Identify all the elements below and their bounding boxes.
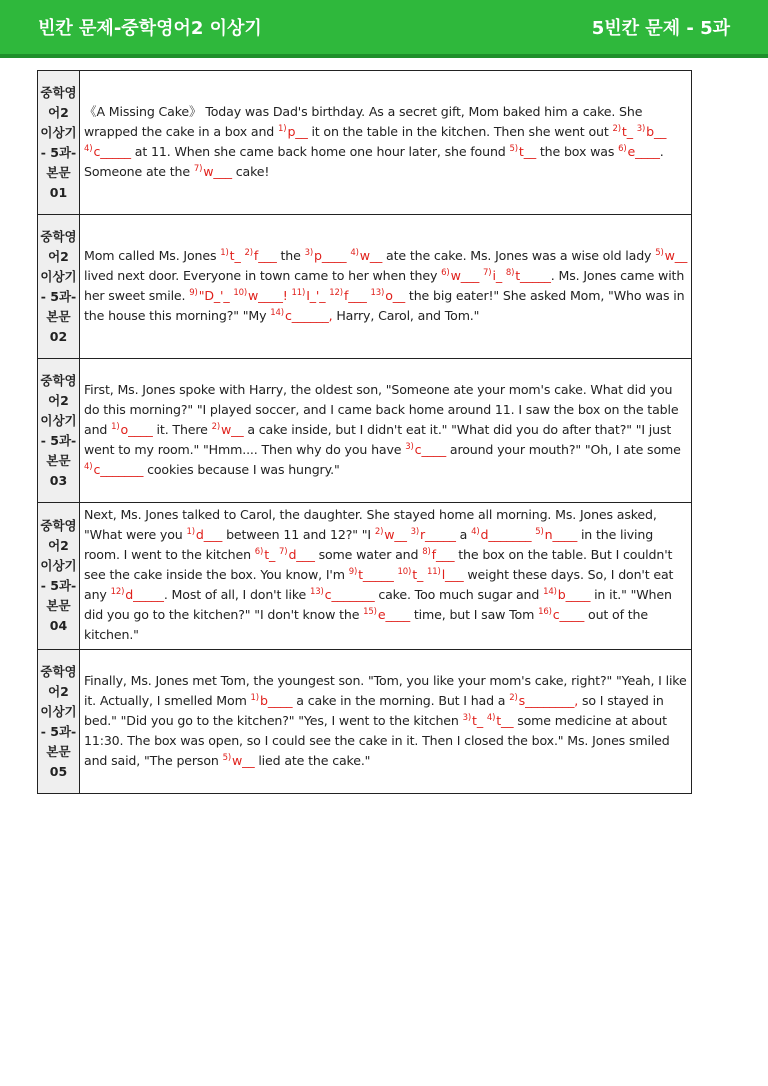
passage-row: [38, 503, 692, 650]
blank-number: 4): [350, 247, 359, 258]
blank-number: 11): [291, 287, 306, 298]
blank-hint: "D_'_: [198, 287, 230, 303]
blank-number: 7): [483, 267, 492, 278]
fill-in-blank[interactable]: [212, 422, 244, 437]
fill-in-blank[interactable]: [509, 693, 578, 708]
fill-in-blank[interactable]: [223, 753, 255, 768]
blank-number: 2): [211, 421, 221, 432]
passage-text: [80, 359, 692, 503]
blank-number: 4): [84, 461, 93, 472]
fill-in-blank[interactable]: [292, 288, 326, 303]
blank-hint: i_: [492, 267, 502, 283]
blank-hint: s________,: [518, 692, 579, 708]
blank-number: 1): [250, 692, 259, 703]
blank-number: 5): [509, 143, 518, 154]
passage-row: [38, 359, 692, 503]
blank-hint: t_: [472, 712, 483, 728]
passage-label: [38, 359, 80, 503]
blank-hint: p__: [287, 123, 308, 139]
passage-label-text: 중학영어2 이상기 - 5과-본문 01: [40, 84, 77, 200]
blank-hint: c_______: [93, 461, 144, 477]
blank-number: 8): [422, 547, 431, 557]
blank-number: 14): [270, 307, 284, 318]
passage-text-segment: in the living room. I went to the kitchen: [84, 527, 654, 562]
fill-in-blank[interactable]: [255, 547, 275, 562]
fill-in-blank[interactable]: [655, 248, 687, 263]
blank-number: 10): [233, 287, 248, 298]
fill-in-blank[interactable]: [405, 442, 446, 457]
passage-text-segment: out of the kitchen.": [84, 607, 648, 642]
blank-number: 7): [193, 163, 203, 174]
blank-number: 13): [370, 287, 385, 298]
fill-in-blank[interactable]: [244, 248, 276, 263]
blank-number: 2): [509, 692, 518, 703]
blank-hint: c_______: [324, 587, 375, 602]
passage-text-segment: the box was: [536, 143, 619, 159]
lesson-title: 5빈칸 문제 - 5과: [591, 18, 730, 39]
passage-label: [38, 215, 80, 359]
blank-hint: c______,: [284, 307, 333, 323]
fill-in-blank[interactable]: [411, 527, 456, 542]
blank-hint: f___: [343, 287, 367, 303]
exercise-table: [37, 70, 692, 794]
blank-hint: w__: [232, 752, 255, 768]
passage-text-segment: cookies because I was hungry.": [143, 461, 340, 477]
passage-label: [38, 503, 80, 650]
passage-text-segment: [367, 288, 371, 303]
passage-text-segment: ate the cake. Ms. Jones was a wise old lady: [382, 247, 656, 263]
blank-hint: t_____: [515, 267, 551, 283]
fill-in-blank[interactable]: [84, 144, 131, 159]
fill-in-blank[interactable]: [111, 422, 153, 437]
passage-text-segment: around your mouth?" "Oh, I ate some: [446, 441, 681, 457]
blank-number: 3): [410, 527, 420, 537]
blank-hint: w___: [450, 267, 480, 283]
blank-number: 1): [111, 421, 120, 432]
fill-in-blank[interactable]: [329, 288, 366, 303]
fill-in-blank[interactable]: [233, 288, 287, 303]
fill-in-blank[interactable]: [186, 527, 222, 542]
passage-row: [38, 71, 692, 215]
passage-text-segment: a cake inside, but I didn't eat it." "What did you do after that?" "I just went to my room." "Hmm.... Then why do you have: [84, 421, 672, 457]
blank-number: 5): [222, 752, 232, 763]
blank-number: 13): [309, 587, 324, 597]
fill-in-blank[interactable]: [278, 124, 308, 139]
fill-in-blank[interactable]: [618, 144, 660, 159]
blank-number: 5): [655, 247, 664, 258]
passage-text-segment: a: [455, 527, 472, 542]
passage-text-segment: in it." "When did you go to the kitchen?" "I don't know the: [84, 587, 672, 622]
passage-text-segment: a cake in the morning. But I had a: [292, 692, 510, 708]
blank-number: 6): [254, 547, 264, 557]
blank-hint: t_: [412, 567, 424, 582]
passage-text-segment: it on the table in the kitchen. Then she went out: [307, 123, 613, 139]
passage-label-text: 중학영어2 이상기 - 5과-본문 04: [40, 518, 77, 633]
blank-hint: w__: [359, 247, 383, 263]
fill-in-blank[interactable]: [441, 268, 479, 283]
blank-number: 5): [535, 527, 544, 537]
fill-in-blank[interactable]: [270, 308, 332, 323]
blank-number: 2): [612, 123, 621, 134]
fill-in-blank[interactable]: [612, 124, 632, 139]
passage-text-segment: some medicine at about 11:30. The box was open, so I could see the cake in it. Then I closed the box." Ms. Jones smiled and said, "The person: [84, 712, 670, 768]
blank-number: 1): [186, 527, 195, 537]
passage-text: [80, 503, 692, 650]
fill-in-blank[interactable]: [371, 288, 406, 303]
blank-number: 2): [374, 527, 384, 537]
passage-text-segment: Next, Ms. Jones talked to Carol, the daughter. She stayed home all morning. Ms. Jones asked, "What were you: [84, 507, 657, 542]
blank-hint: o____: [120, 421, 153, 437]
passage-text-segment: [407, 527, 411, 542]
fill-in-blank[interactable]: [637, 124, 667, 139]
blank-hint: t_: [621, 123, 633, 139]
fill-in-blank[interactable]: [463, 713, 483, 728]
fill-in-blank[interactable]: [427, 567, 463, 582]
blank-number: 12): [110, 587, 125, 597]
blank-hint: e____: [627, 143, 660, 159]
blank-hint: t_: [264, 547, 276, 562]
blank-hint: t_: [229, 247, 241, 263]
blank-hint: d___: [288, 547, 315, 562]
passage-label: [38, 650, 80, 794]
blank-number: 16): [538, 607, 552, 617]
passage-text-segment: lied ate the cake.": [254, 752, 371, 768]
blank-hint: f___: [431, 547, 455, 562]
fill-in-blank[interactable]: [310, 587, 375, 602]
page-header: [0, 0, 768, 58]
blank-hint: w__: [221, 421, 244, 437]
blank-hint: n____: [544, 527, 578, 542]
blank-number: 10): [397, 567, 412, 577]
blank-number: 6): [618, 143, 627, 154]
passage-label: [38, 71, 80, 215]
passage-text-segment: lived next door. Everyone in town came to her when they: [84, 267, 442, 283]
passage-text-segment: . Most of all, I don't like: [163, 587, 310, 602]
blank-hint: c____: [414, 441, 447, 457]
fill-in-blank[interactable]: [398, 567, 424, 582]
blank-number: 4): [486, 712, 496, 723]
blank-number: 3): [405, 441, 414, 452]
passage-text-segment: the: [276, 247, 305, 263]
passage-text-segment: . Ms. Jones came with her sweet smile.: [84, 267, 685, 303]
passage-text-segment: so I stayed in bed." "Did you go to the kitchen?" "Yes, I went to the kitchen: [84, 692, 664, 728]
blank-hint: d___: [195, 527, 223, 542]
blank-number: 4): [84, 143, 93, 154]
passage-text: [80, 215, 692, 359]
blank-number: 3): [636, 123, 646, 134]
blank-number: 11): [427, 567, 441, 577]
passage-text-segment: First, Ms. Jones spoke with Harry, the oldest son, "Someone ate your mom's cake. What did you do this morning?" "I played soccer, and I came back home around 11. I saw the box on the table and: [84, 381, 679, 437]
blank-number: 1): [220, 247, 229, 258]
passage-text-segment: some water and: [314, 547, 423, 562]
blank-hint: e____: [377, 607, 411, 622]
blank-hint: l___: [441, 567, 464, 582]
blank-number: 7): [279, 547, 288, 557]
passage-text-segment: 《A Missing Cake》 Today was Dad's birthday. As a secret gift, Mom baked him a cake. She wrapped the cake in a box and: [84, 103, 643, 139]
blank-hint: b____: [259, 692, 293, 708]
fill-in-blank[interactable]: [506, 268, 551, 283]
fill-in-blank[interactable]: [483, 268, 502, 283]
blank-hint: w__: [384, 527, 407, 542]
fill-in-blank[interactable]: [111, 587, 164, 602]
passage-text-segment: the box on the table. But I couldn't see the cake inside the box. You know, I'm: [84, 547, 673, 582]
worksheet-title: 빈칸 문제-중학영어2 이상기: [38, 18, 262, 39]
passage-label-text: 중학영어2 이상기 - 5과-본문 05: [40, 663, 77, 779]
passage-text-segment: the big eater!" She asked Mom, "Who was in the house this morning?" "My: [84, 287, 685, 323]
passage-text: [80, 650, 692, 794]
blank-hint: b____: [557, 587, 591, 602]
blank-hint: c____: [552, 607, 585, 622]
fill-in-blank[interactable]: [220, 248, 240, 263]
passage-text-segment: [394, 567, 398, 582]
blank-number: 9): [348, 567, 358, 577]
passage-text-segment: it. There: [152, 421, 212, 437]
passage-text-segment: between 11 and 12?" "I: [222, 527, 375, 542]
fill-in-blank[interactable]: [189, 288, 229, 303]
blank-hint: c_____: [93, 143, 131, 159]
fill-in-blank[interactable]: [535, 527, 577, 542]
fill-in-blank[interactable]: [349, 567, 394, 582]
fill-in-blank[interactable]: [350, 248, 382, 263]
blank-hint: r_____: [420, 527, 456, 542]
passage-text-segment: time, but I saw Tom: [410, 607, 539, 622]
passage-text: [80, 71, 692, 215]
passage-text-segment: weight these days. So, I don't eat any: [84, 567, 674, 602]
blank-number: 3): [304, 247, 314, 258]
blank-hint: w___: [203, 163, 232, 179]
passage-text-segment: cake!: [231, 163, 270, 179]
fill-in-blank[interactable]: [251, 693, 293, 708]
passage-label-text: 중학영어2 이상기 - 5과-본문 02: [40, 228, 77, 344]
fill-in-blank[interactable]: [487, 713, 514, 728]
fill-in-blank[interactable]: [279, 547, 315, 562]
fill-in-blank[interactable]: [471, 527, 531, 542]
blank-number: 3): [462, 712, 472, 723]
passage-text-segment: at 11. When she came back home one hour later, she found: [130, 143, 510, 159]
blank-number: 15): [363, 607, 377, 617]
fill-in-blank[interactable]: [509, 144, 536, 159]
fill-in-blank[interactable]: [363, 607, 410, 622]
blank-number: 6): [441, 267, 450, 278]
blank-hint: w__: [664, 247, 688, 263]
blank-number: 2): [244, 247, 253, 258]
blank-hint: t__: [496, 712, 514, 728]
blank-hint: I_'_: [306, 287, 326, 303]
blank-number: 12): [329, 287, 343, 298]
blank-number: 9): [189, 287, 198, 298]
passage-text-segment: cake. Too much sugar and: [374, 587, 544, 602]
passage-label-text: 중학영어2 이상기 - 5과-본문 03: [40, 372, 77, 488]
fill-in-blank[interactable]: [422, 547, 454, 562]
blank-number: 8): [505, 267, 515, 278]
passage-text-segment: [288, 288, 292, 303]
blank-number: 4): [471, 527, 480, 537]
fill-in-blank[interactable]: [194, 164, 232, 179]
blank-hint: d_____: [125, 587, 164, 602]
blank-hint: t_____: [358, 567, 394, 582]
fill-in-blank[interactable]: [305, 248, 347, 263]
passage-row: [38, 215, 692, 359]
passage-text-segment: Harry, Carol, and Tom.": [332, 307, 480, 323]
blank-hint: f___: [253, 247, 277, 263]
fill-in-blank[interactable]: [538, 607, 584, 622]
passage-text-segment: Mom called Ms. Jones: [84, 247, 221, 263]
blank-hint: p____: [314, 247, 347, 263]
blank-number: 14): [543, 587, 557, 597]
blank-hint: b__: [646, 123, 667, 139]
fill-in-blank[interactable]: [543, 587, 590, 602]
fill-in-blank[interactable]: [84, 462, 143, 477]
blank-number: 1): [278, 123, 287, 134]
blank-hint: o__: [385, 287, 406, 303]
passage-text-segment: Finally, Ms. Jones met Tom, the youngest son. "Tom, you like your mom's cake, right?" "Yeah, I like it. Actually, I smelled Mom: [84, 672, 687, 708]
passage-text-segment: . Someone ate the: [84, 143, 664, 179]
blank-hint: t__: [518, 143, 537, 159]
passage-row: [38, 650, 692, 794]
blank-hint: w____!: [248, 287, 288, 303]
fill-in-blank[interactable]: [375, 527, 407, 542]
blank-hint: d_______: [480, 527, 532, 542]
